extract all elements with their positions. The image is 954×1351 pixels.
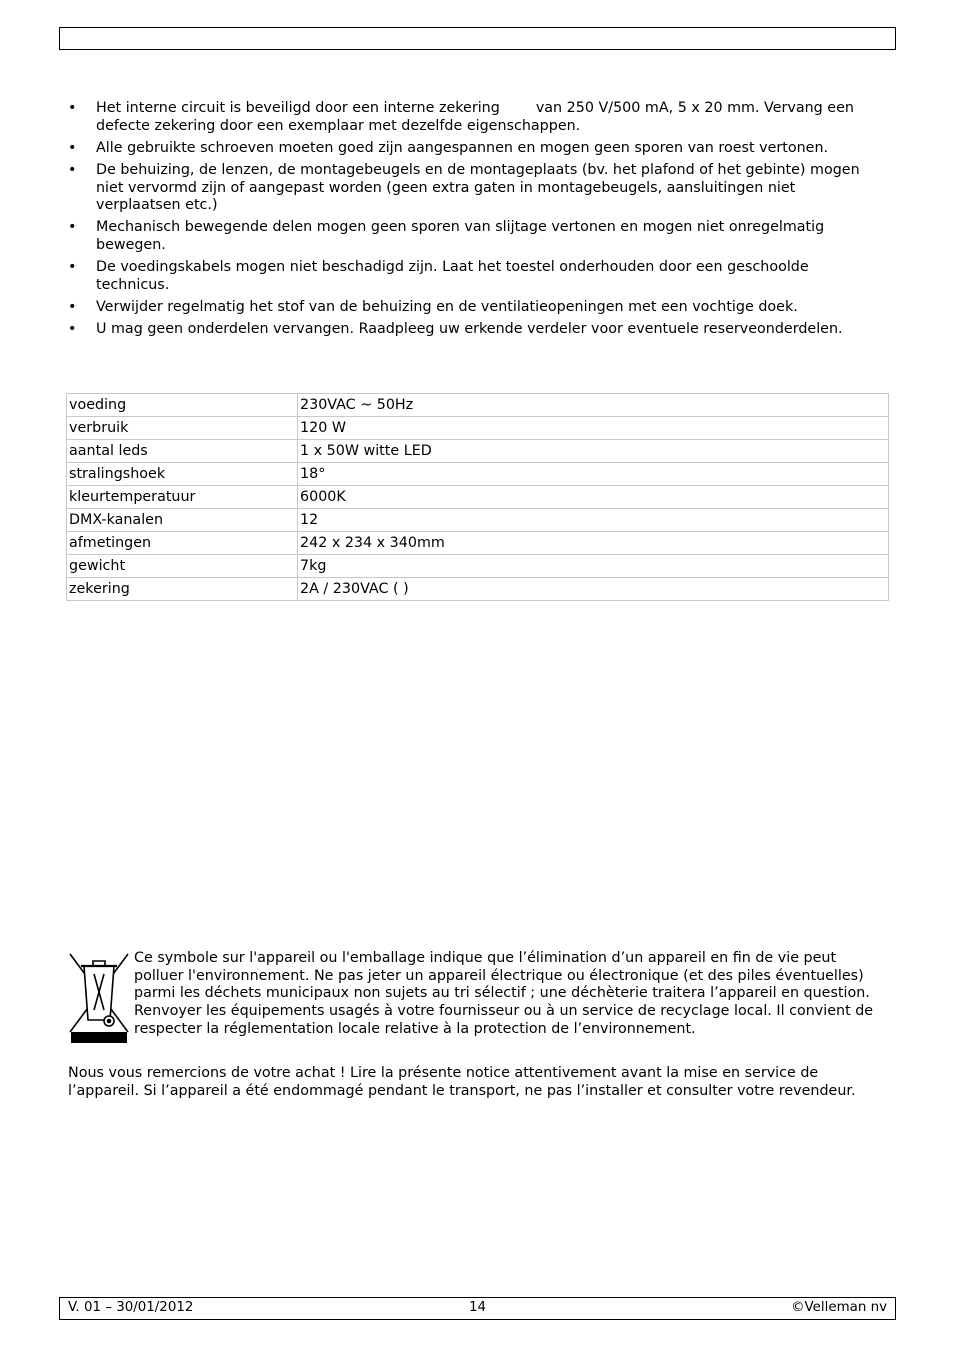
table-row [67, 578, 889, 601]
spec-label: verbruik [67, 417, 298, 440]
bullet-text: U mag geen onderdelen vervangen. Raadpleeg uw erkende verdeler voor eventuele reserveonderdelen. [96, 321, 843, 338]
spec-label: kleurtemperatuur [67, 486, 298, 509]
disposal-notice: Ce symbole sur l'appareil ou l'emballage indique que l’élimination d’un appareil en fin de vie peut polluer l'environnement. Ne pas jeter un appareil électrique ou électronique (et des piles éventuelles) parmi les déchets municipaux non sujets au tri sélectif ; une déchèterie traitera l’appareil en question. Renvoyer les équipements usagés à votre fournisseur ou à un service de recyclage local. Il convient de respecter la réglementation locale relative à la protection de l’environnement. [134, 950, 874, 1037]
maintenance-list [66, 100, 878, 343]
spec-value: 120 W [298, 417, 889, 440]
bullet-text: Het interne circuit is beveiligd door een interne zekering [96, 100, 500, 116]
spec-value: 1 x 50W witte LED [298, 440, 889, 463]
page-footer [59, 1297, 896, 1320]
table-row [67, 394, 889, 417]
spec-label: voeding [67, 394, 298, 417]
table-row [67, 555, 889, 578]
spec-value: 7kg [298, 555, 889, 578]
list-item [66, 321, 878, 339]
specifications-table [66, 393, 889, 601]
spec-label: aantal leds [67, 440, 298, 463]
list-item [66, 299, 878, 317]
bullet-text: De voedingskabels mogen niet beschadigd zijn. Laat het toestel onderhouden door een geschoolde technicus. [96, 259, 809, 293]
bullet-text: van 250 V/500 mA, 5 x 20 mm. Vervang een defecte zekering door een exemplaar met dezelfde eigenschappen. [96, 100, 854, 134]
bullet-text: Mechanisch bewegende delen mogen geen sporen van slijtage vertonen en mogen niet onregelmatig bewegen. [96, 219, 825, 253]
spec-value: 6000K [298, 486, 889, 509]
spec-value: 2A / 230VAC ( ) [298, 578, 889, 601]
list-item [66, 219, 878, 254]
table-row [67, 463, 889, 486]
table-row [67, 417, 889, 440]
spec-value: 242 x 234 x 340mm [298, 532, 889, 555]
spec-label: stralingshoek [67, 463, 298, 486]
footer-copyright: ©Velleman nv [791, 1300, 887, 1315]
table-row [67, 440, 889, 463]
bullet-text: Alle gebruikte schroeven moeten goed zijn aangespannen en mogen geen sporen van roest vertonen. [96, 139, 829, 156]
thank-you-text: Nous vous remercions de votre achat ! Lire la présente notice attentivement avant la mise en service de l’appareil. Si l’appareil a été endommagé pendant le transport, ne pas l’installer et consulter votre revendeur. [68, 1065, 856, 1099]
spec-value: 18° [298, 463, 889, 486]
footer-page-number: 14 [469, 1300, 487, 1315]
list-item [66, 140, 878, 158]
list-item [66, 100, 878, 135]
list-item [66, 259, 878, 294]
footer-version: V. 01 – 30/01/2012 [68, 1300, 194, 1315]
spec-label: afmetingen [67, 532, 298, 555]
table-row [67, 532, 889, 555]
spec-value: 12 [298, 509, 889, 532]
spec-value: 230VAC ~ 50Hz [298, 394, 889, 417]
crossed-out-wheelie-bin-icon [68, 950, 130, 1046]
list-item [66, 162, 878, 215]
bullet-text: De behuizing, de lenzen, de montagebeugels en de montageplaats (bv. het plafond of het gebinte) mogen niet vervormd zijn of aangepast worden (geen extra gaten in montagebeugels, aansluitingen niet verplaatsen etc.) [96, 161, 860, 214]
table-row [67, 509, 889, 532]
spec-label: gewicht [67, 555, 298, 578]
bullet-text: Verwijder regelmatig het stof van de behuizing en de ventilatieopeningen met een vochtige doek. [96, 298, 798, 315]
page-header-box [59, 27, 896, 50]
table-row [67, 486, 889, 509]
spec-label: DMX-kanalen [67, 509, 298, 532]
spec-label: zekering [67, 578, 298, 601]
